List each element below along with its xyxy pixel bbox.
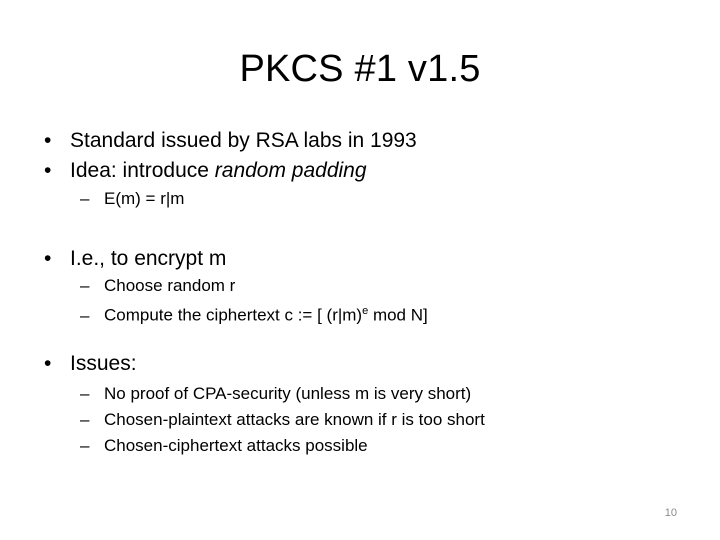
sub-bullet-text: E(m) = r|m: [104, 189, 185, 208]
dash-icon: –: [80, 189, 90, 208]
sub-bullet-chosen-ciphertext: [80, 435, 368, 457]
dash-icon: –: [80, 305, 90, 325]
slide-title: PKCS #1 v1.5: [239, 48, 481, 90]
bullet-text: Standard issued by RSA labs in 1993: [70, 129, 417, 152]
sub-bullet-text: No proof of CPA-security (unless m is very short): [104, 384, 472, 403]
bullet-encrypt: [44, 246, 226, 272]
bullet-issues: [44, 351, 137, 377]
bullet-text: I.e., to encrypt m: [70, 247, 227, 270]
dash-icon: –: [80, 410, 90, 429]
bullet-idea: [44, 158, 367, 184]
sub-bullet-text: Chosen-plaintext attacks are known if r is too short: [104, 410, 485, 429]
dash-icon: –: [80, 436, 90, 455]
bullet-text: Issues:: [70, 352, 137, 375]
sub-bullet-text-suffix: mod N]: [368, 305, 428, 325]
bullet-standard: [44, 128, 417, 154]
sub-bullet-chosen-plaintext: [80, 409, 485, 431]
exponent: e: [362, 305, 369, 317]
bullet-icon: •: [44, 159, 52, 182]
bullet-icon: •: [44, 352, 52, 375]
bullet-icon: •: [44, 129, 52, 152]
dash-icon: –: [80, 384, 90, 403]
dash-icon: –: [80, 276, 90, 295]
bullet-icon: •: [44, 247, 52, 270]
sub-bullet-no-proof: [80, 383, 471, 405]
page-number: 10: [664, 507, 677, 519]
bullet-text: Idea: introduce: [70, 159, 215, 182]
bullet-text-emphasis: random padding: [214, 159, 367, 182]
sub-bullet-text: Choose random r: [104, 276, 236, 295]
sub-bullet-compute-ciphertext: [80, 300, 428, 327]
sub-bullet-text: Compute the ciphertext c := [ (r|m): [104, 305, 363, 325]
sub-bullet-choose-r: [80, 275, 235, 297]
sub-bullet-encoding: [80, 188, 184, 210]
sub-bullet-text: Chosen-ciphertext attacks possible: [104, 436, 368, 455]
